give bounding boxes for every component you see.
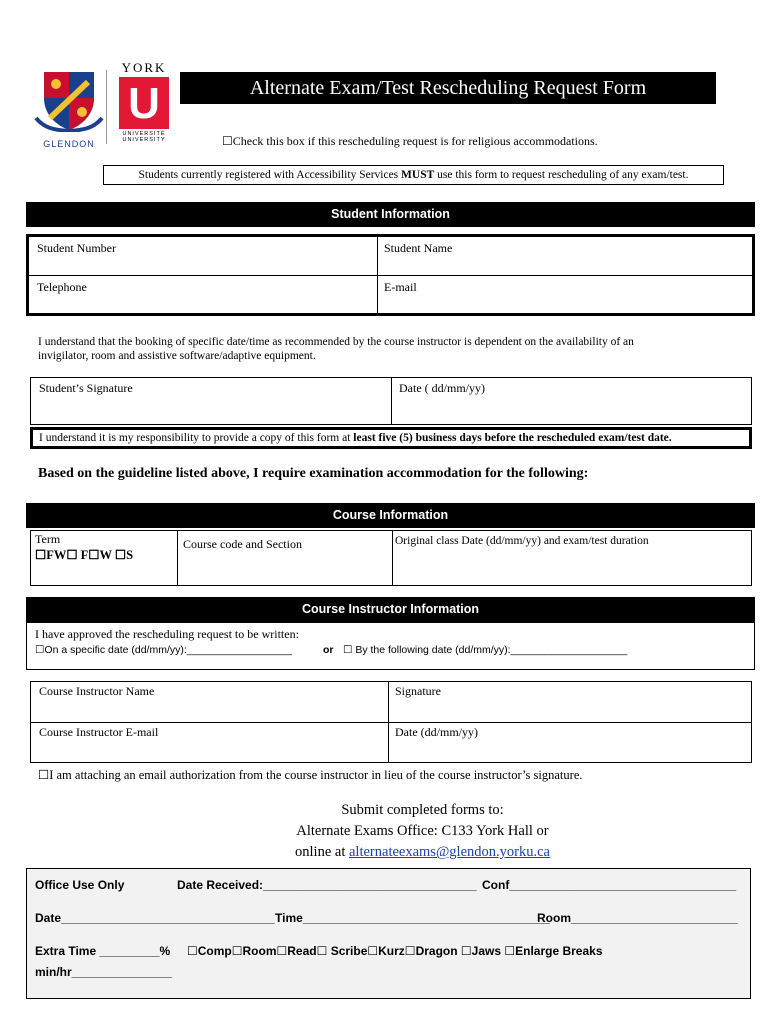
- extra-time-field[interactable]: Extra Time _________%: [35, 944, 171, 958]
- conf-field[interactable]: Conf__________________________________: [482, 878, 737, 892]
- term-options[interactable]: ☐FW☐ F☐W ☐S: [35, 548, 134, 562]
- glendon-crest-icon: [34, 68, 104, 132]
- responsibility-statement: [30, 427, 752, 449]
- email-field[interactable]: E-mail: [384, 280, 417, 294]
- york-logo-en: UNIVERSITY: [122, 137, 166, 143]
- glendon-logo-text: GLENDON: [43, 139, 95, 149]
- instructor-email-field[interactable]: Course Instructor E-mail: [39, 725, 159, 739]
- york-logo: [116, 60, 172, 150]
- office-title: Office Use Only: [35, 878, 125, 892]
- guideline-heading: Based on the guideline listed above, I require examination accommodation for the following:: [38, 466, 589, 481]
- student-number-field[interactable]: Student Number: [37, 241, 116, 255]
- availability-statement-1: I understand that the booking of specific date/time as recommended by the course instructor is dependent on the availability of an: [38, 336, 634, 348]
- accessibility-notice: [103, 165, 724, 185]
- min-hr-field[interactable]: min/hr_______________: [35, 965, 172, 979]
- accommodation-options[interactable]: ☐Comp☐Room☐Read☐ Scribe☐Kurz☐Dragon ☐Jaws ☐Enlarge Breaks: [187, 944, 603, 958]
- instructor-signature-field[interactable]: Signature: [395, 684, 441, 698]
- student-name-field[interactable]: Student Name: [384, 241, 453, 255]
- availability-statement-2: invigilator, room and assistive software/adaptive equipment.: [38, 350, 316, 362]
- signature-table: [30, 377, 752, 425]
- form-title: Alternate Exam/Test Rescheduling Request Form: [180, 72, 716, 104]
- course-info-header: Course Information: [26, 503, 755, 528]
- signature-vline: [391, 378, 392, 424]
- glendon-logo: [34, 68, 104, 148]
- office-time-field[interactable]: Time_____________________________________: [275, 911, 550, 925]
- submit-line-1: Submit completed forms to:: [341, 802, 504, 818]
- instructor-approval-box: [26, 622, 755, 670]
- course-info-vline-1: [177, 531, 178, 585]
- instructor-table: [30, 681, 752, 763]
- instructor-info-header: Course Instructor Information: [26, 597, 755, 622]
- course-info-vline-2: [392, 531, 393, 585]
- office-date-field[interactable]: Date________________________________: [35, 911, 275, 925]
- york-logo-text: YORK: [121, 60, 167, 75]
- notice-bold: MUST: [401, 169, 435, 181]
- submit-line-2: Alternate Exams Office: C133 York Hall or: [296, 823, 549, 839]
- student-date-field[interactable]: Date ( dd/mm/yy): [399, 381, 485, 395]
- york-logo-fr: UNIVERSITÉ: [122, 131, 166, 137]
- instructor-hline: [31, 722, 751, 723]
- student-info-table: [26, 234, 755, 316]
- student-signature-field[interactable]: Student’s Signature: [39, 381, 133, 395]
- specific-date-option[interactable]: ☐On a specific date (dd/mm/yy):__________________: [35, 644, 292, 656]
- logo-divider: [106, 70, 107, 144]
- original-date-field[interactable]: Original class Date (dd/mm/yy) and exam/test duration: [395, 535, 649, 547]
- approval-text: I have approved the rescheduling request to be written:: [35, 627, 299, 641]
- instructor-name-field[interactable]: Course Instructor Name: [39, 684, 155, 698]
- submit-block: [0, 800, 770, 863]
- course-info-table: [30, 530, 752, 586]
- office-use-box: [26, 868, 751, 999]
- responsibility-bold: least five (5) business days before the rescheduled exam/test date.: [353, 432, 672, 444]
- submit-line-3-pre: online at: [295, 844, 349, 860]
- email-authorization-checkbox[interactable]: ☐I am attaching an email authorization from the course instructor in lieu of the course instructor’s signature.: [38, 768, 583, 782]
- date-received-field[interactable]: Date Received:________________________________: [177, 878, 477, 892]
- religious-checkbox[interactable]: ☐Check this box if this rescheduling request is for religious accommodations.: [222, 134, 598, 148]
- office-room-field[interactable]: Room_________________________: [537, 911, 738, 925]
- by-date-option[interactable]: ☐ By the following date (dd/mm/yy):____________________: [343, 644, 628, 656]
- or-label: or: [323, 644, 334, 656]
- notice-post: use this form to request rescheduling of any exam/test.: [434, 169, 689, 181]
- submit-line-3: [0, 842, 770, 863]
- notice-pre: Students currently registered with Accessibility Services: [138, 169, 402, 181]
- student-info-header: Student Information: [26, 202, 755, 227]
- telephone-field[interactable]: Telephone: [37, 280, 87, 294]
- york-u-icon: U: [119, 77, 169, 129]
- responsibility-pre: I understand it is my responsibility to provide a copy of this form at: [39, 432, 354, 444]
- course-code-field[interactable]: Course code and Section: [183, 537, 302, 551]
- student-info-hline: [29, 275, 752, 276]
- submit-email-link[interactable]: alternateexams@glendon.yorku.ca: [349, 844, 550, 860]
- term-label: Term: [35, 532, 61, 546]
- instructor-date-field[interactable]: Date (dd/mm/yy): [395, 725, 478, 739]
